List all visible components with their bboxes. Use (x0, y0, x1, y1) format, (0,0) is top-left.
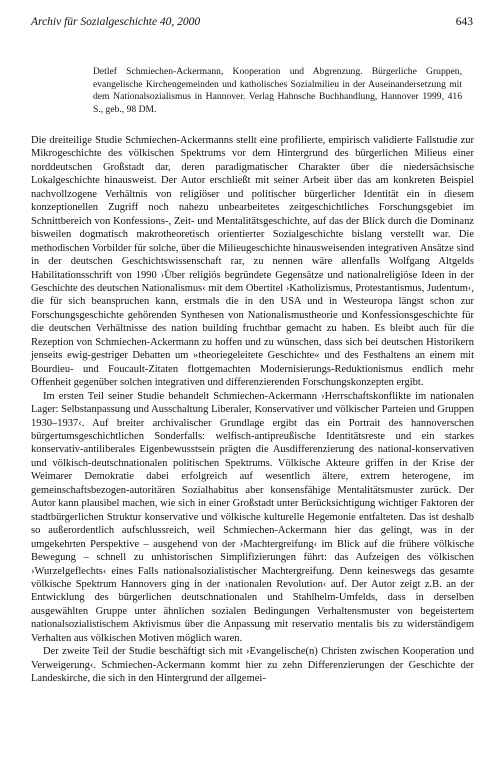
journal-title: Archiv für Sozialgeschichte 40, 2000 (31, 16, 201, 28)
book-citation: Detlef Schmiechen-Ackermann, Kooperation und Abgrenzung. Bürgerliche Gruppen, evangelische Kirchengemeinden und katholisches Sozialmilieu in der Auseinandersetzung mit dem Nationalsozialismus in Hannover. Verlag Hahnsche Buchhandlung, Hannover 1999, 416 S., geb., 98 DM. (93, 66, 462, 115)
page-number: 643 (455, 16, 473, 28)
paragraph-1: Die dreiteilige Studie Schmiechen-Ackermanns stellt eine profilierte, empirisch validierte Fallstudie zur Mikrogeschichte des völkischen Spektrums vor dem Hintergrund des bürgerlichen Milieus einer norddeutschen Großstadt dar, deren paradigmatischer Charakter über die niedersächsische Lokalgeschichte hinausweist. Der Autor erschließt mit seiner Arbeit über das am konkreten Beispiel nachvollzogene Verhältnis von religiöser und politischer bürgerlicher Identität ein in diesem konzeptionellen Zugriff noch nahezu unbearbeitetes zeitgeschichtliches Forschungsgebiet im Schnittbereich von Konfessions-, Zeit- und Mentalitätsgeschichte, auf das der Blick durch die Dominanz bisweilen dogmatisch makrotheoretisch orientierter Sozialgeschichte bislang verstellt war. Die methodischen Vorbilder für solche, über die Milieugeschichte hinausweisenden integrativen Ansätze sind in der deutschen Geschichtswissenschaft rar, zu nennen wäre allenfalls Wolfgang Altgelds Habilitationsschrift von 1990 ›Über religiös begründete Gegensätze und nationalreligiöse Ideen in der Geschichte des deutschen Nationalismus‹ mit dem Obertitel ›Katholizismus, Protestantismus, Judentum‹, die für sich beanspruchen kann, erstmals die in den USA und in Westeuropa längst schon zur Forschungsgeschichte gehörenden Synthesen von Nationalismustheorie und Konfessionsgeschichte für die deutschen Verhältnisse des nation building fruchtbar gemacht zu haben. Es bleibt auch für die Rezeption von Schmiechen-Ackermann zu hoffen und zu wünschen, dass sich bei deutschen Historikern jenseits ewig-gestriger Debatten um »theoriegeleitete Geschichte« und des Festhaltens an einem mit Bourdieu- und Foucault-Zitaten flottgemachten Modernisierungs-Reduktionismus endlich mehr Offenheit gegenüber solchen integrativen und differenzierenden Forschungskonzepten ergibt. (31, 135, 474, 389)
paragraph-2: Im ersten Teil seiner Studie behandelt Schmiechen-Ackermann ›Herrschaftskonflikte im nationalen Lager: Selbstanpassung und Ausschaltung Liberaler, Konservativer und völkischer Parteien und Gruppen 1930–1937‹. Auf breiter archivalischer Grundlage ergibt das ein Portrait des hannoverschen bürgertumsgeschichtlichen Sonderfalls: welfisch-antipreußische Identitätsreste und ein starkes konservativ-antiliberales Eigenbewusstsein prägten die Ausdifferenzierung des national-konservativen und völkisch-deutschnationalen politischen Spektrums. Völkische Akteure griffen in der Krise der Weimarer Demokratie dabei erfolgreich auf wesentlich ältere, extrem heterogene, im gemeinschaftsbezogen-autoritären Sozialhabitus aber konsensfähige Mentalitätsmuster zurück. Der Autor kann plausibel machen, wie sich in einer Großstadt unter Berücksichtigung wichtiger Faktoren der stadtbürgerlichen Struktur konservative und völkische kulturelle Hegemonie entfalteten. Das ist deshalb so außerordentlich aufschlussreich, weil Schmiechen-Ackermann hier das gelingt, was in der umgekehrten Perspektive – ausgehend von der ›Machtergreifung‹ im Blick auf die frühere völkische Bewegung – schnell zu unhistorischen Simplifizierungen führt: das Aufzeigen des völkischen ›Wurzelgeflechts‹ eines Falls nationalsozialistischer Machtergreifung. Denn keineswegs das gesamte völkische Spektrum Hannovers ging in der ›nationalen Revolution‹ auf. Der Autor zeigt z.B. an der Entwicklung des bürgerlichen deutschnationalen und Stahlhelm-Umfelds, dass in derselben ausgewählten Gruppe unter ähnlichen sozialen Bedingungen Verhaltensmuster von begeistertem nationalsozialistischem Aktivismus über die Anpassung mit reservatio mentalis bis zu widerständigem Verhalten aus völkischen Motiven möglich waren. (31, 390, 474, 644)
paragraph-3: Der zweite Teil der Studie beschäftigt sich mit ›Evangelische(n) Christen zwischen Kooperation und Verweigerung‹. Schmiechen-Ackermann kommt hier zu zehn Differenzierungen der Geschichte der Landeskirche, die sich in den Hintergrund der allgemei- (31, 646, 474, 685)
review-body (31, 134, 474, 686)
running-head (31, 14, 473, 30)
